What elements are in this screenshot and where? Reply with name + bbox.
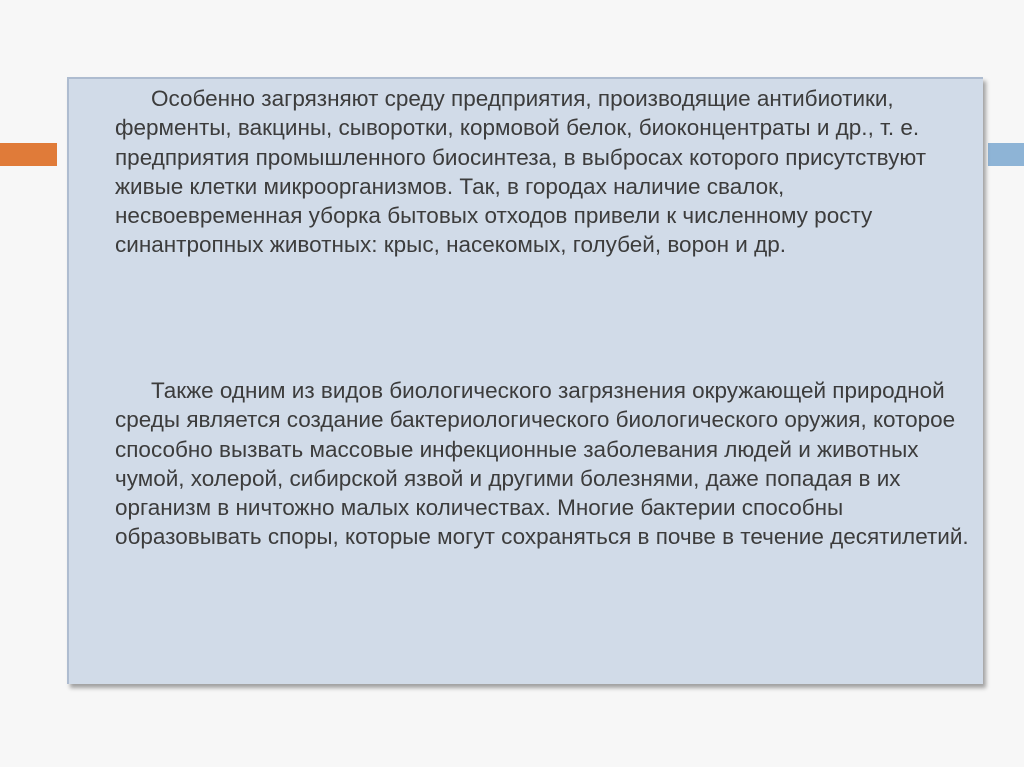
text-panel — [67, 77, 983, 684]
accent-bar-left — [0, 143, 57, 166]
accent-bar-right — [988, 143, 1024, 166]
paragraph-1: Особенно загрязняют среду предприятия, производящие антибиотики, ферменты, вакцины, сыворотки, кормовой белок, биоконцентраты и др., т. е. предприятия промышленного биосинтеза, в выбросах которого присутствуют живые клетки микроорганизмов. Так, в городах наличие свалок, несвоевременная уборка бытовых отходов привели к численному росту синантропных животных: крыс, насекомых, голубей, ворон и др. — [115, 86, 927, 258]
paragraph-2: Также одним из видов биологического загрязнения окружающей природной среды является создание бактериологического биологического оружия, которое способно вызвать массовые инфекционные заболевания людей и животных чумой, холерой, сибирской язвой и другими болезнями, даже попадая в их организм в ничтожно малых количествах. Многие бактерии способны образовывать споры, которые могут сохраняться в почве в течение десятилетий. — [115, 378, 969, 550]
